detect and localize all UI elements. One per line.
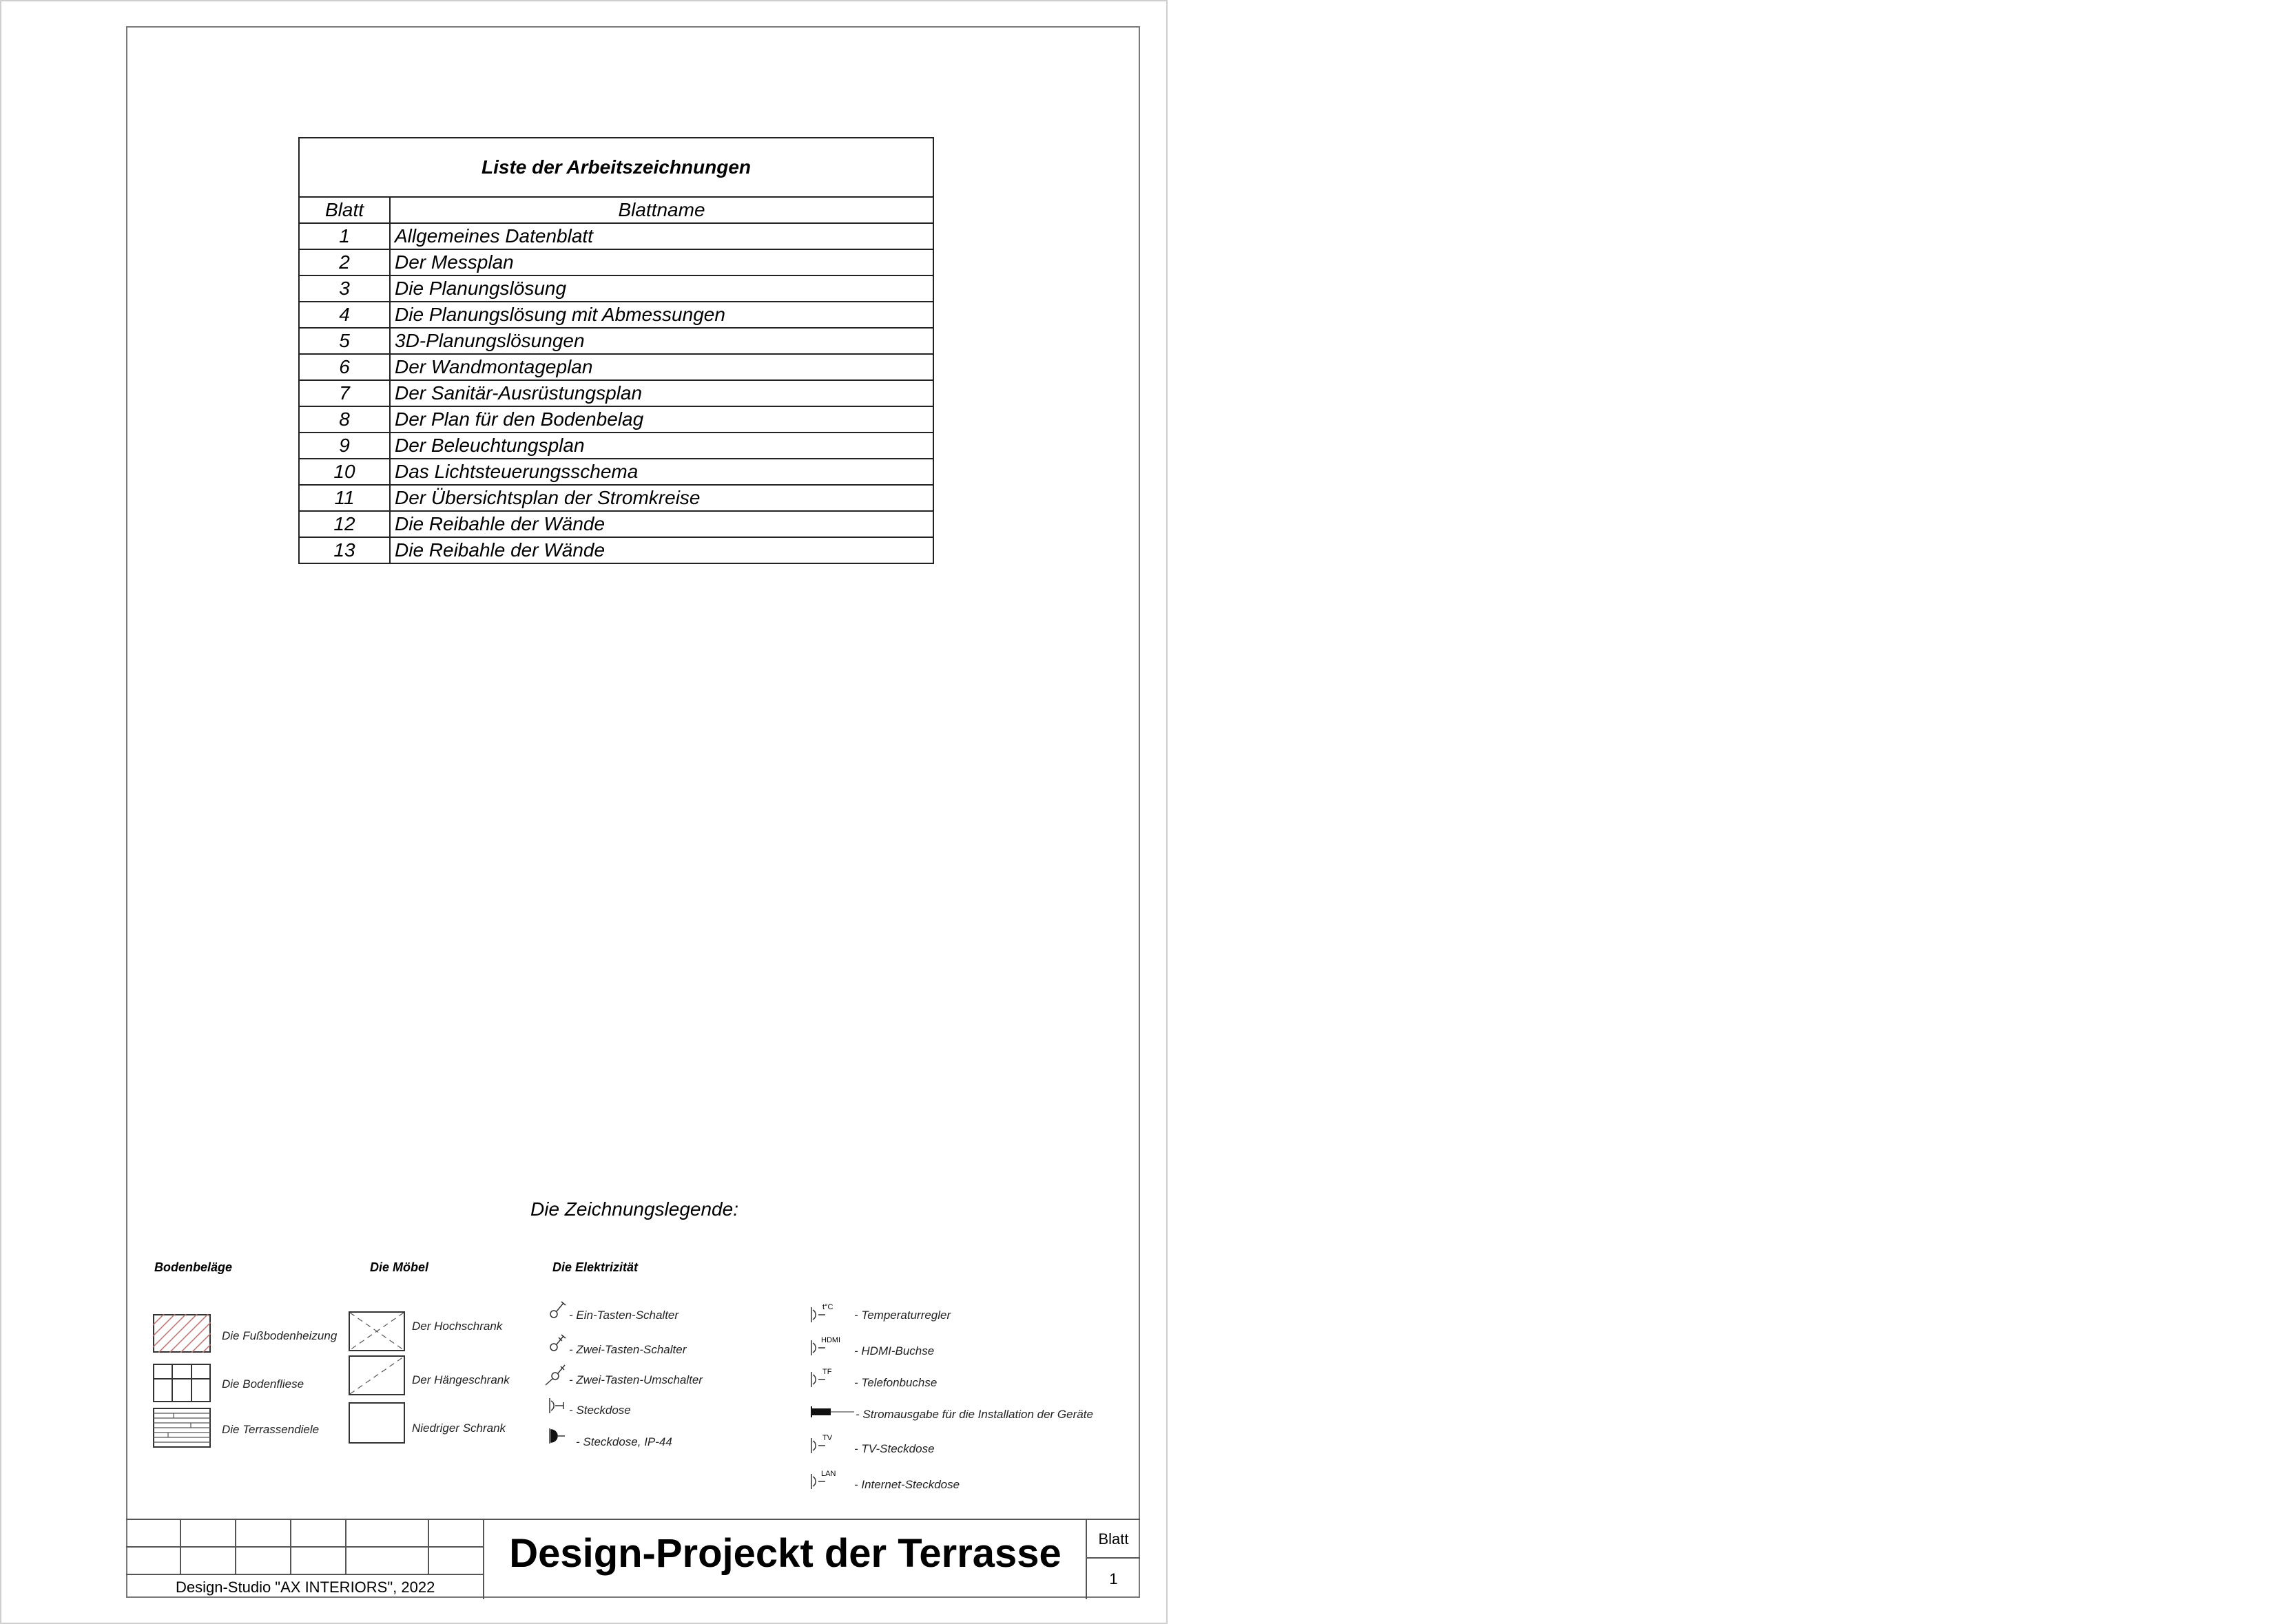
- hdmi-socket-icon: [810, 1336, 847, 1357]
- socket-icon: [548, 1397, 568, 1415]
- table-row: [300, 380, 933, 406]
- drawing-list-grid: [300, 196, 933, 563]
- double-toggle-switch-icon: [543, 1364, 568, 1386]
- sheet-number-cell: 4: [300, 302, 390, 328]
- sheet-number-cell: 1: [300, 223, 390, 249]
- table-header-row: [300, 197, 933, 223]
- sheet-name-cell: Allgemeines Datenblatt: [390, 223, 933, 249]
- electric-label-socket: - Steckdose: [569, 1404, 631, 1417]
- power-output-icon: [810, 1405, 856, 1419]
- drawing-list-table: [298, 137, 934, 564]
- legend-title: Die Zeichnungslegende:: [530, 1198, 738, 1220]
- electric-label-double-switch: - Zwei-Tasten-Schalter: [569, 1343, 687, 1356]
- sheet-name-cell: Der Beleuchtungsplan: [390, 433, 933, 459]
- sheet-number-cell: 5: [300, 328, 390, 354]
- table-row: [300, 485, 933, 511]
- furniture-label-tall: Der Hochschrank: [412, 1320, 503, 1333]
- drawing-list-title: Liste der Arbeitszeichnungen: [481, 156, 752, 178]
- sheet-number-cell: 6: [300, 354, 390, 380]
- table-row: [300, 433, 933, 459]
- sheet-name-cell: 3D-Planungslösungen: [390, 328, 933, 354]
- telephone-tag: TF: [822, 1368, 832, 1376]
- electric-label-socket-ip44: - Steckdose, IP-44: [576, 1435, 672, 1448]
- legend-electric-title: Die Elektrizität: [552, 1260, 639, 1274]
- floor-label-heating: Die Fußbodenheizung: [222, 1329, 338, 1342]
- electric-label-single-switch: - Ein-Tasten-Schalter: [569, 1309, 679, 1322]
- electric-label-tv: - TV-Steckdose: [854, 1442, 935, 1455]
- telephone-socket-icon: [810, 1368, 847, 1388]
- floor-decking-swatch: [153, 1408, 211, 1448]
- table-row: [300, 302, 933, 328]
- tv-tag: TV: [822, 1434, 833, 1442]
- table-row: [300, 511, 933, 537]
- sheet-name-cell: Der Sanitär-Ausrüstungsplan: [390, 380, 933, 406]
- sheet-number-cell: 10: [300, 459, 390, 485]
- table-row: [300, 459, 933, 485]
- legend-furniture-title: Die Möbel: [370, 1260, 429, 1274]
- sheet-number-cell: 11: [300, 485, 390, 511]
- sheet-name-cell: Der Wandmontageplan: [390, 354, 933, 380]
- single-switch-icon: [548, 1300, 568, 1320]
- furniture-label-low: Niedriger Schrank: [412, 1422, 506, 1435]
- table-row: [300, 275, 933, 302]
- wall-cabinet-swatch: [349, 1355, 405, 1395]
- thermostat-icon: [810, 1303, 847, 1324]
- sheet-label: Blatt: [1098, 1530, 1129, 1548]
- table-row: [300, 406, 933, 433]
- sheet-name-cell: Die Planungslösung mit Abmessungen: [390, 302, 933, 328]
- sheet-name-cell: Der Übersichtsplan der Stromkreise: [390, 485, 933, 511]
- electric-label-telephone: - Telefonbuchse: [854, 1376, 938, 1389]
- column-header-name: Blattname: [390, 197, 933, 223]
- electric-label-internet: - Internet-Steckdose: [854, 1478, 960, 1491]
- sheet-name-cell: Die Reibahle der Wände: [390, 537, 933, 563]
- sheet-name-cell: Die Planungslösung: [390, 275, 933, 302]
- electric-label-thermostat: - Temperaturregler: [854, 1309, 951, 1322]
- electric-label-toggle-switch: - Zwei-Tasten-Umschalter: [569, 1373, 703, 1386]
- sheet-name-cell: Der Plan für den Bodenbelag: [390, 406, 933, 433]
- sheet-number: 1: [1109, 1570, 1118, 1587]
- electric-label-hdmi: - HDMI-Buchse: [854, 1344, 935, 1357]
- socket-ip44-icon: [548, 1427, 568, 1445]
- furniture-label-wall: Der Hängeschrank: [412, 1373, 510, 1386]
- sheet-number-cell: 13: [300, 537, 390, 563]
- sheet-number-cell: 9: [300, 433, 390, 459]
- electric-label-power-output: - Stromausgabe für die Installation der Geräte: [856, 1408, 1093, 1421]
- table-row: [300, 223, 933, 249]
- tv-socket-icon: [810, 1434, 847, 1455]
- low-cabinet-swatch: [349, 1402, 405, 1444]
- table-row: [300, 354, 933, 380]
- floor-label-decking: Die Terrassendiele: [222, 1423, 320, 1436]
- floor-label-tile: Die Bodenfliese: [222, 1377, 304, 1391]
- hdmi-tag: HDMI: [821, 1336, 841, 1344]
- floor-tile-swatch: [153, 1364, 211, 1402]
- table-row: [300, 328, 933, 354]
- sheet-number-cell: 7: [300, 380, 390, 406]
- floor-heating-swatch: [153, 1314, 211, 1353]
- internet-socket-icon: [810, 1472, 847, 1490]
- legend-floor-title: Bodenbeläge: [154, 1260, 233, 1274]
- thermostat-tag: t°C: [822, 1303, 833, 1311]
- internet-tag: LAN: [821, 1470, 836, 1478]
- sheet-name-cell: Das Lichtsteuerungsschema: [390, 459, 933, 485]
- studio-name: Design-Studio "AX INTERIORS", 2022: [176, 1579, 435, 1596]
- column-header-sheet: Blatt: [300, 197, 390, 223]
- sheet-name-cell: Die Reibahle der Wände: [390, 511, 933, 537]
- double-switch-icon: [548, 1333, 568, 1353]
- sheet-name-cell: Der Messplan: [390, 249, 933, 275]
- sheet-number-cell: 3: [300, 275, 390, 302]
- sheet-number-cell: 2: [300, 249, 390, 275]
- sheet-number-cell: 8: [300, 406, 390, 433]
- project-title: Design-Projeckt der Terrasse: [509, 1531, 1062, 1576]
- table-row: [300, 537, 933, 563]
- sheet-number-cell: 12: [300, 511, 390, 537]
- table-row: [300, 249, 933, 275]
- tall-cabinet-swatch: [349, 1311, 405, 1351]
